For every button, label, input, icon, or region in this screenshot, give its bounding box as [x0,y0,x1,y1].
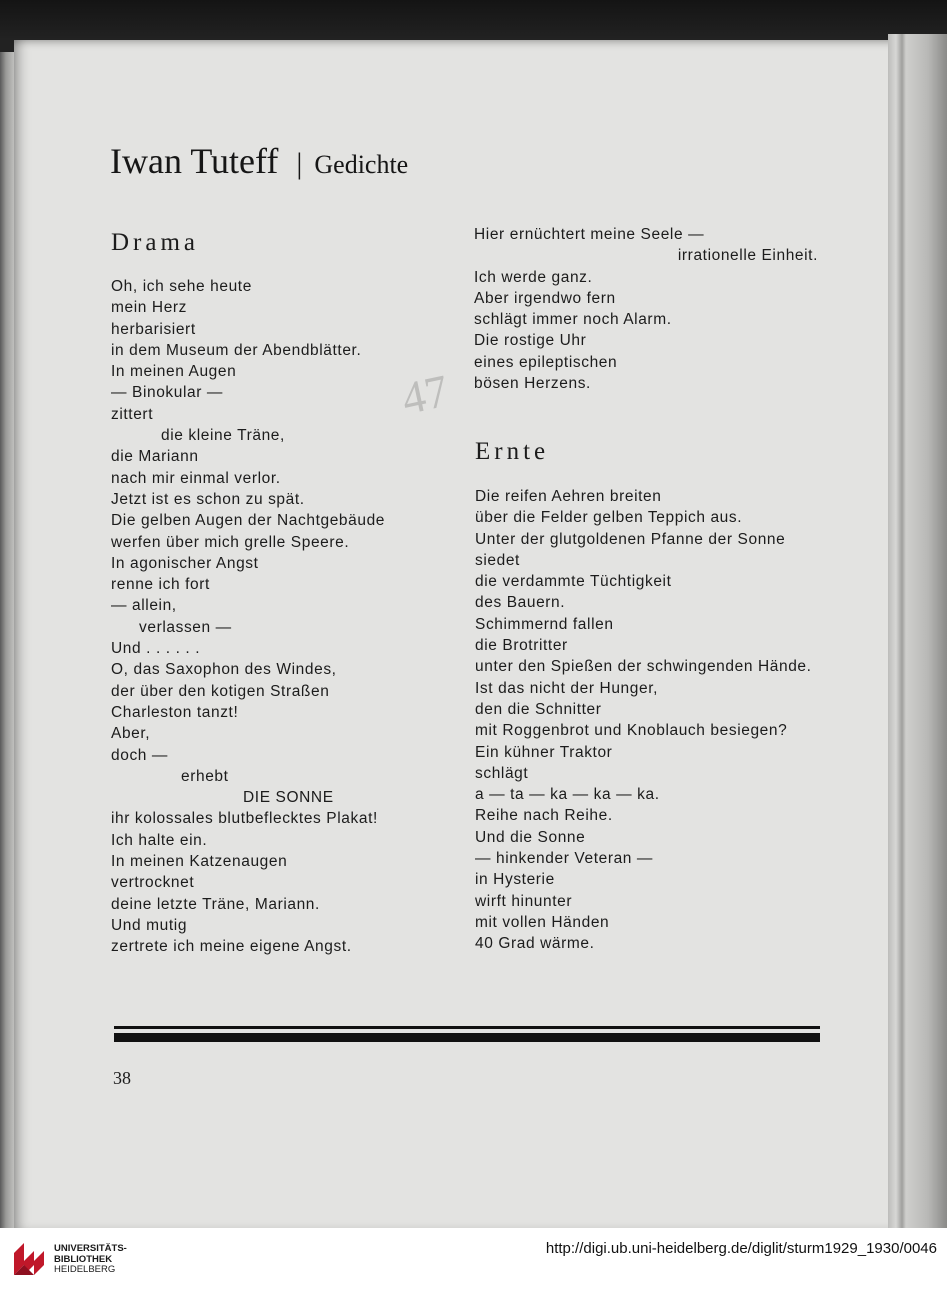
poem-line: des Bauern. [475,594,566,612]
poem-line: 40 Grad wärme. [475,935,595,953]
poem-line: Reihe nach Reihe. [475,807,613,825]
poem-line: schlägt immer noch Alarm. [474,311,672,329]
poem-line: erhebt [181,767,229,785]
poem-line: unter den Spießen der schwingenden Hände. [475,658,812,676]
poem-line: der über den kotigen Straßen [111,682,330,700]
poem-line: Die gelben Augen der Nachtgebäude [111,512,386,530]
library-name-line: BIBLIOTHEK [54,1253,113,1265]
poem-line: Unter der glutgoldenen Pfanne der Sonne [475,530,786,548]
poem-line: In meinen Augen [111,363,237,381]
poem-line: die Brotritter [475,637,568,655]
poem-line: — hinkender Veteran — [475,850,654,868]
poem-line: Schimmernd fallen [475,615,614,633]
page-stack-edge [888,34,947,1228]
poem-line: werfen über mich grelle Speere. [111,533,350,551]
poem-line: die kleine Träne, [161,427,285,445]
page-title [110,140,408,182]
page-number: 38 [113,1068,131,1088]
poem-line: in dem Museum der Abendblätter. [111,341,362,359]
poem-line: mein Herz [111,299,188,317]
source-url-link[interactable]: http://digi.ub.uni-heidelberg.de/diglit/sturm1929_1930/0046 [545,1240,937,1257]
poem-line: renne ich fort [111,576,210,594]
poem-line: mit vollen Händen [475,913,610,931]
poem-line: in Hysterie [475,871,555,889]
poem-line: zittert [111,405,154,423]
poem-line: Oh, ich sehe heute [111,278,252,295]
poem-line: verlassen — [139,618,232,636]
poem-line: In meinen Katzenaugen [111,853,288,871]
poem-line: Die reifen Aehren breiten [475,488,662,505]
poem-line: ihr kolossales blutbeflecktes Plakat! [111,810,378,828]
poem-ernte-lines [475,486,812,955]
library-name-line: UNIVERSITÄTS- [54,1243,127,1254]
poem-line: die verdammte Tüchtigkeit [475,573,672,591]
poem-line: — allein, [111,597,177,615]
title-separator: | [296,147,303,180]
poem-line: die Mariann [111,448,199,466]
poem-title-drama: Drama [111,229,200,256]
poem-line: Ist das nicht der Hunger, [475,679,659,697]
poem-line: schlägt [475,764,529,782]
author-name: Iwan Tuteff [110,141,279,181]
poem-line: nach mir einmal verlor. [111,469,281,487]
poem-line: DIE SONNE [243,789,334,807]
poem-line: Ich halte ein. [111,831,208,849]
poem-line: über die Felder gelben Teppich aus. [475,509,743,527]
poem-title-ernte: Ernte [475,438,550,465]
poem-drama-continuation [474,224,818,394]
poem-line: Und die Sonne [475,828,586,846]
poem-line: Die rostige Uhr [474,332,587,350]
library-name [54,1244,127,1276]
poem-line: herbarisiert [111,320,196,338]
poem-line: Hier ernüchtert meine Seele — [474,226,705,243]
viewer-footer [0,1228,947,1297]
title-subtitle: Gedichte [314,150,409,179]
poem-line: Und . . . . . . [111,640,201,658]
poem-line: Ich werde ganz. [474,268,593,286]
poem-line: Aber irgendwo fern [474,289,616,307]
poem-line: doch — [111,746,169,764]
poem-line: eines epileptischen [474,353,618,371]
pencil-annotation: 47 [397,364,453,425]
poem-line: — Binokular — [111,384,224,402]
library-name-line: HEIDELBERG [54,1264,116,1275]
poem-line: den die Schnitter [475,700,602,718]
poem-line: Charleston tanzt! [111,703,239,721]
divider-rule-thin [114,1026,820,1029]
poem-line: Jetzt ist es schon zu spät. [111,490,305,508]
poem-drama-lines [111,276,385,958]
poem-line: Ein kühner Traktor [475,743,613,761]
divider-rule-thick [114,1033,820,1042]
poem-line: irrationelle Einheit. [677,247,818,265]
poem-line: Aber, [111,725,151,743]
poem-line: mit Roggenbrot und Knoblauch besiegen? [475,722,788,740]
poem-line: Und mutig [111,916,188,934]
poem-line: vertrocknet [111,874,195,892]
poem-line: zertrete ich meine eigene Angst. [111,938,352,956]
poem-line: bösen Herzens. [474,375,591,393]
poem-line: a — ta — ka — ka — ka. [475,786,660,804]
poem-line: wirft hinunter [475,892,573,910]
library-logo-icon[interactable] [10,1239,48,1277]
poem-line: siedet [475,551,520,569]
poem-line: In agonischer Angst [111,554,259,572]
poem-line: O, das Saxophon des Windes, [111,661,337,679]
poem-line: deine letzte Träne, Mariann. [111,895,320,913]
